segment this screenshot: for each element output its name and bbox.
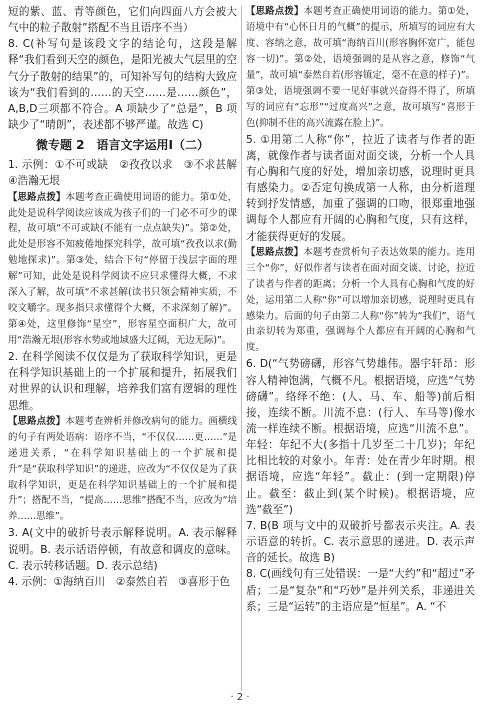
left-column bbox=[8, 4, 248, 590]
q1-thinking-note bbox=[8, 190, 237, 350]
note-text: 本题考查辨析并修改病句的能力。画横线的句子有两处语病：语序不当，“不仅仅……更……”是递进关系，“在科学知识基础上的一个扩展和提升”是“获取科学知识”的递进，应改为“不仅仅是为了获取科学知识，更是在科学知识基础上的一个扩展和提升”；搭配不当，“提高……思维”搭配不当，应改为“培养……思维”。 bbox=[8, 415, 237, 523]
q2-thinking-note bbox=[8, 414, 237, 526]
note-text: 本题考查正确使用词语的能力。第①处，此处是说科学阅读应该成为孩子们的一门必不可少的课程，故可填“不可或缺(不能有一点点缺失)”。第②处，此处是形容不知疲倦地探究科学，故可填“孜孜以求(勤勉地探求)”。第③处，结合下句“停留于浅层字面的理解”可知，此处是说科学阅读不应只求懂得大概，不求深入了解，故可填“不求甚解(读书只领会精神实质，不咬文嚼字。现多指只求懂得个大概，不求深刻了解)”。第④处，这里修饰“星空”，形容星空面积广大，故可用“浩瀚无垠(形容水势或地域盛大辽阔，无边无际)”。 bbox=[8, 191, 237, 347]
note-text: 本题考查赏析句子表达效果的能力。连用三个“你”，好似作者与读者在面对面交谈、讨论，拉近了读者与作者的距离；分析一个人具有心胸和气度的好处，运用第二人称“你”可以增加亲切感，说理时更具有感染力。后面的句子由第二人称“你”转为“我们”，语气由亲切转为郑重，强调每个人都应有开阔的心胸和气度。 bbox=[246, 246, 475, 354]
thinking-tag: 【思路点拨】 bbox=[246, 246, 304, 258]
answer-q5: 5. ①用第二人称“你”，拉近了读者与作者的距离，就像作者与读者面对面交谈，分析一个人具有心胸和气度的好处，增加亲切感，说理时更具有感染力。②否定句换成第一人称，由分析道理转到抒发情感，加重了强调的口吻，很郑重地强调每个人都应有开阔的心胸和气度，只有这样，才能获得更好的发展。 bbox=[246, 133, 475, 243]
right-column bbox=[246, 4, 475, 615]
answer-q7: 7. B(B 项与文中的双破折号都表示夹注。A. 表示语意的转折。C. 表示意思的递进。D. 表示声音的延长。故选 B) bbox=[246, 519, 475, 565]
thinking-tag: 【思路点拨】 bbox=[8, 415, 66, 427]
thinking-tag: 【思路点拨】 bbox=[246, 6, 304, 17]
thinking-tag: 【思路点拨】 bbox=[8, 191, 66, 203]
answer-q2: 2. 在科学阅读不仅仅是为了获取科学知识，更是在科学知识基础上的一个扩展和提升，拓展我们对世界的认识和理解，培养我们富有逻辑的理性思维。 bbox=[8, 351, 237, 412]
q4-thinking-note bbox=[246, 4, 475, 132]
column-divider bbox=[241, 6, 242, 691]
answer-q1: 1. 示例：①不可或缺 ②孜孜以求 ③不求甚解 ④浩瀚无垠 bbox=[8, 159, 248, 188]
answer-q6: 6. D(“气势磅礴，形容气势雄伟。器宇轩昂：形容人精神饱满，气概不凡。根据语境，应选“气势磅礴”。络绎不绝：(人、马、车、船等)前后相接，连续不断。川流不息：(行人、车马等)像水流一样连续不断。根据语境，应选“川流不息”。年轻：年纪不大(多指十几岁至二十几岁)；年纪比相比较的对象小。年青：处在青少年时期。根据语境，应选“年轻”。截止：(到一定期限)停止。截至：截止到(某个时候)。根据语境，应选“截至”) bbox=[246, 358, 475, 516]
page-number: · 2 · bbox=[230, 692, 250, 703]
answer-q8: 8. C(补写句是该段文字的结论句，这段是解释“我们看到天空的颜色，是阳光被大气层里的空气分子散射的结果”的，可知补写句的结构大致应该为“我们看到的……的天空……是……颜色”，A,B,D三项都不符合。A 项缺少了“总是”，B 项缺少了“晴朗”，表述都不够严谨。故选 C) bbox=[8, 38, 237, 132]
q5-thinking-note bbox=[246, 245, 475, 357]
answer-q3: 3. A(文中的破折号表示解释说明。A. 表示解释说明。B. 表示话语停顿，有故意和调皮的意味。C. 表示转移话题。D. 表示总结) bbox=[8, 527, 237, 572]
answer-q8: 8. C(画线句有三处错误：一是“大约”和“超过”矛盾；二是“复杂”和“巧妙”是并列关系，非递进关系；三是“运转”的主语应是“恒星”。A. “不 bbox=[246, 568, 475, 613]
section-title: 微专题 2 语言文字运用Ⅰ（二） bbox=[36, 138, 209, 153]
answer-q4: 4. 示例：①海纳百川 ②泰然自若 ③喜形于色 bbox=[8, 575, 231, 588]
note-text: 本题考查正确使用词语的能力。第①处，语境中有“心怀日月的气概”的提示，所填写的词应有大度、容纳之意，故可填“海纳百川(形容胸怀宽广，能包容一切)”。第②处，语境强调的是从容之意，修饰“气量”，故可填“泰然自若(形容镇定，毫不在意的样子)”。第③处，语境强调不要一见好事就兴奋得不得了，所填写的词应有“忘形”“过度高兴”之意，故可填写“喜形于色(抑制不住的高兴流露在脸上)”。 bbox=[246, 6, 475, 129]
q7-continuation: 短的紫、蓝、青等颜色，它们向四面八方会被大气中的粒子散射”搭配不当且语序不当） bbox=[8, 6, 237, 35]
